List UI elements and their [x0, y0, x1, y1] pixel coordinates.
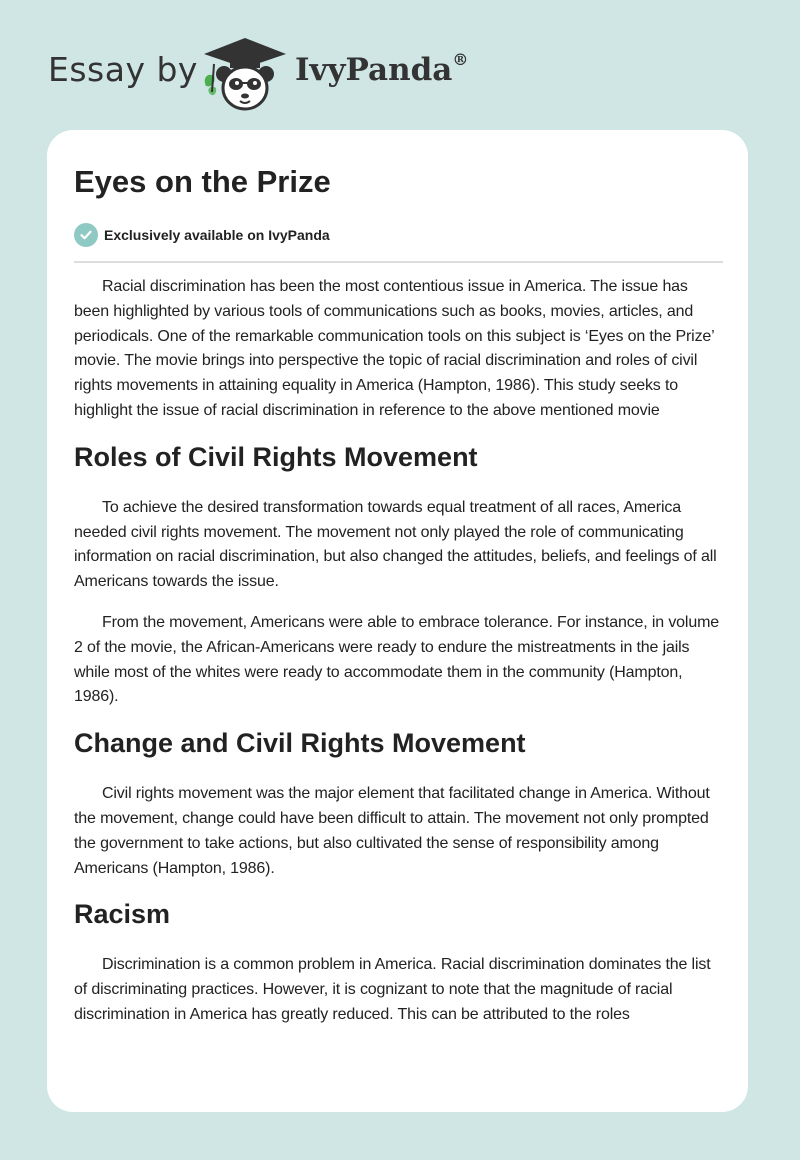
page-title: Eyes on the Prize [74, 164, 331, 199]
site-header [0, 0, 800, 120]
panda-graduate-icon[interactable] [200, 34, 290, 114]
brand-name[interactable] [295, 52, 468, 88]
exclusive-badge-label: Exclusively available on IvyPanda [104, 227, 330, 243]
paragraph: Civil rights movement was the major element that facilitated change in America. Without the movement, change could have been difficult to attain. The movement not only prompted the government to take actions, but also cultivated the sense of responsibility among Americans (Hampton, 1986). [74, 785, 710, 877]
brand-text: IvyPanda [295, 52, 453, 88]
paragraph: Discrimination is a common problem in America. Racial discrimination dominates the list of discriminating practices. However, it is cognizant to note that the magnitude of racial discrimination in America has greatly reduced. This can be attributed to the roles [74, 956, 711, 1023]
section-heading-roles: Roles of Civil Rights Movement [74, 441, 478, 472]
section-heading-racism: Racism [74, 899, 171, 930]
section-heading-change: Change and Civil Rights Movement [74, 728, 526, 759]
registered-mark: ® [452, 50, 469, 69]
paragraph: Racial discrimination has been the most contentious issue in America. The issue has been highlighted by various tools of communications such as books, movies, articles, and periodicals. One of the remarkable communication tools on this subject is ‘Eyes on the Prize’ movie. The movie brings into perspective the topic of racial discrimination and roles of civil rights movements in attaining equality in America (Hampton, 1986). This study seeks to highlight the issue of racial discrimination in reference to the above mentioned movie [74, 278, 714, 419]
check-circle-icon [74, 223, 98, 247]
essay-body [74, 275, 724, 1044]
paragraph: To achieve the desired transformation towards equal treatment of all races, America needed civil rights movement. The movement not only played the role of communicating information on racial discrimination, but also changed the attitudes, beliefs, and feelings of all Americans towards the issue. [74, 498, 717, 591]
essay-card [47, 130, 748, 1112]
divider [74, 261, 723, 263]
paragraph: From the movement, Americans were able to embrace tolerance. For instance, in volume 2 of the movie, the African-Americans were ready to endure the mistreatments in the jails while most of the whites were ready to accommodate them in the community (Hampton, 1986). [74, 613, 720, 706]
essay-by-label: Essay by [48, 50, 198, 89]
exclusive-badge [74, 222, 330, 248]
